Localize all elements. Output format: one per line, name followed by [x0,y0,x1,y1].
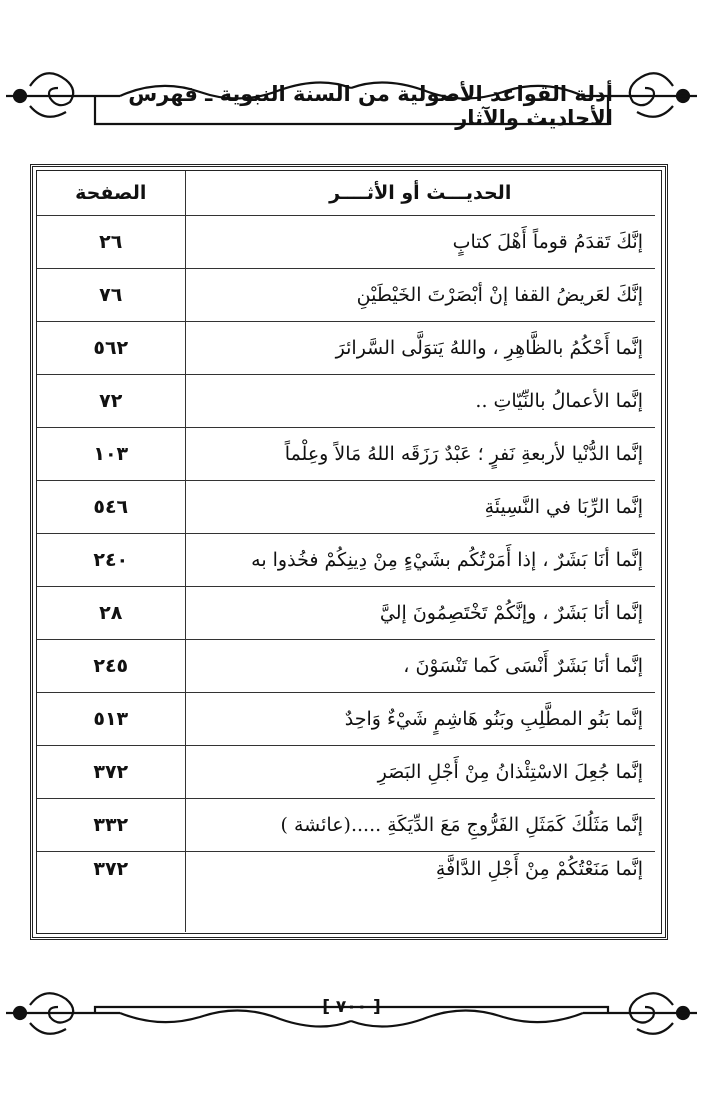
table-row [37,481,655,534]
hadith-text: إنَّما مَثَلُكَ كَمَثَلِ الفَرُّوجِ مَعَ الدِّيَكَةِ .....(عائشة ) [185,799,655,852]
page-ref: ٣٧٢ [37,852,185,933]
page-ref: ٢٤٥ [37,640,185,693]
page-ref: ٣٣٢ [37,799,185,852]
page-ref: ١٠٣ [37,428,185,481]
table-row [37,216,655,269]
page-ref: ٥٦٢ [37,322,185,375]
page-ref: ٧٦ [37,269,185,322]
page-ref: ٢٦ [37,216,185,269]
column-header-page: الصفحة [37,171,185,216]
hadith-text: إنَّما أنَا بَشَرٌ ، وإنَّكُمْ تَخْتَصِمُونَ إليَّ [185,587,655,640]
table-row [37,852,655,933]
hadith-text: إنَّما الدُّنْيا لأربعةِ نَفرٍ ؛ عَبْدٌ رَزَقَه اللهُ مَالاً وعِلْماً [185,428,655,481]
column-header-hadith: الحديـــث أو الأثــــر [185,171,655,216]
hadith-text: إنَّما الأعمالُ بالنِّيّاتِ .. [185,375,655,428]
hadith-text: إنَّما أنَا بَشَرٌ ، إذا أَمَرْتُكُم بشَيْءٍ مِنْ دِينِكُمْ فخُذوا به [185,534,655,587]
hadith-text: إنَّكَ تَقدَمُ قوماً أَهْلَ كتابٍ [185,216,655,269]
table-row [37,428,655,481]
table-row [37,534,655,587]
hadith-text: إنَّما الرِّبَا في النَّسِيئَةِ [185,481,655,534]
page-ref: ٣٧٢ [37,746,185,799]
hadith-text: إنَّما مَنَعْتُكُمْ مِنْ أَجْلِ الدَّافَّةِ [435,858,643,880]
table-row [37,640,655,693]
table-row [37,746,655,799]
page-ref: ٥٤٦ [37,481,185,534]
table-header-row [37,171,655,216]
page-number: [ ٧٠٠ ] [322,997,381,1017]
page-ref: ٧٢ [37,375,185,428]
hadith-text: إنَّكَ لعَريضُ القفا إنْ أبْصَرْتَ الخَيْطَيْنِ [185,269,655,322]
table-row [37,587,655,640]
table-row [37,322,655,375]
hadith-text: إنَّما أنَا بَشَرٌ أَنْسَى كَما تَنْسَوْنَ ، [185,640,655,693]
table-row [37,269,655,322]
hadith-text: إنَّما جُعِلَ الاسْتِئْذانُ مِنْ أَجْلِ البَصَرِ [185,746,655,799]
running-header: أدلة القواعد الأصولية من السنة النبوية ـ فهرس الأحاديث والآثار [128,82,613,130]
page-ref: ٢٤٠ [37,534,185,587]
hadith-text: إنَّما أَحْكُمُ بالظَّاهِرِ ، واللهُ يَتوَلَّى السَّرائرَ [185,322,655,375]
table-row [37,799,655,852]
page-ref: ٥١٣ [37,693,185,746]
table-row [37,375,655,428]
hadith-text: إنَّما بَنُو المطَّلِبِ وبَنُو هَاشِمٍ شَيْءٌ وَاحِدٌ [185,693,655,746]
page-ref: ٢٨ [37,587,185,640]
hadith-index-table [37,171,655,932]
table-row [37,693,655,746]
